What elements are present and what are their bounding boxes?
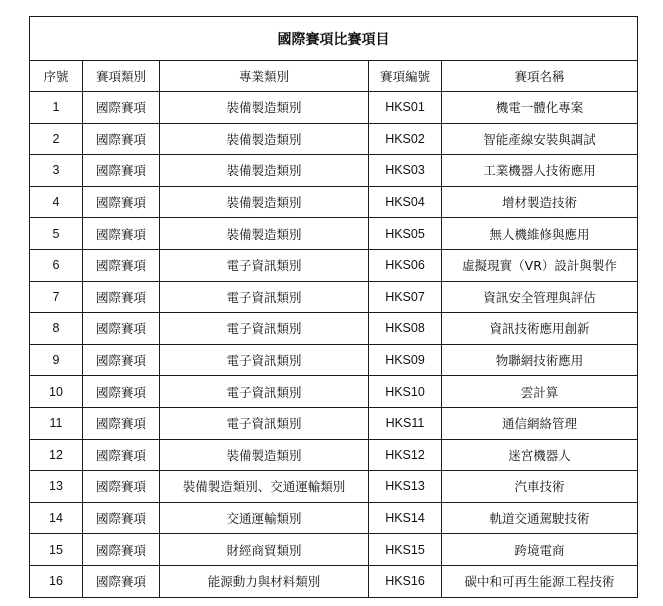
cell-category: 國際賽項: [83, 155, 160, 187]
cell-index: 6: [30, 249, 83, 281]
cell-index: 11: [30, 407, 83, 439]
header-code: 賽項編號: [369, 61, 442, 92]
cell-major: 裝備製造類別: [160, 92, 369, 124]
table-row: [30, 534, 638, 566]
cell-index: 13: [30, 471, 83, 503]
cell-major: 裝備製造類別: [160, 218, 369, 250]
table-row: [30, 502, 638, 534]
cell-name: 智能產線安裝與調試: [442, 123, 638, 155]
cell-name: 迷宮機器人: [442, 439, 638, 471]
cell-name: 物聯網技術應用: [442, 344, 638, 376]
cell-category: 國際賽項: [83, 407, 160, 439]
cell-major: 裝備製造類別、交通運輸類別: [160, 471, 369, 503]
cell-code: HKS15: [369, 534, 442, 566]
cell-category: 國際賽項: [83, 186, 160, 218]
cell-major: 電子資訊類別: [160, 313, 369, 345]
cell-index: 7: [30, 281, 83, 313]
cell-index: 15: [30, 534, 83, 566]
cell-major: 能源動力與材料類別: [160, 565, 369, 597]
table-title: 國際賽項比賽項目: [30, 17, 638, 61]
cell-category: 國際賽項: [83, 123, 160, 155]
cell-name: 資訊技術應用創新: [442, 313, 638, 345]
cell-major: 電子資訊類別: [160, 281, 369, 313]
cell-category: 國際賽項: [83, 376, 160, 408]
cell-code: HKS05: [369, 218, 442, 250]
table-body: [30, 17, 638, 598]
cell-index: 10: [30, 376, 83, 408]
cell-code: HKS08: [369, 313, 442, 345]
cell-index: 4: [30, 186, 83, 218]
table-row: [30, 471, 638, 503]
cell-code: HKS01: [369, 92, 442, 124]
title-row: [30, 17, 638, 61]
cell-index: 8: [30, 313, 83, 345]
cell-name: 機電一體化專案: [442, 92, 638, 124]
cell-code: HKS09: [369, 344, 442, 376]
cell-name: 汽車技術: [442, 471, 638, 503]
cell-index: 9: [30, 344, 83, 376]
cell-major: 交通運輸類別: [160, 502, 369, 534]
cell-code: HKS14: [369, 502, 442, 534]
cell-name: 無人機維修與應用: [442, 218, 638, 250]
table-row: [30, 565, 638, 597]
cell-major: 電子資訊類別: [160, 407, 369, 439]
cell-index: 1: [30, 92, 83, 124]
cell-name: 通信網絡管理: [442, 407, 638, 439]
table-row: [30, 407, 638, 439]
header-category: 賽項類別: [83, 61, 160, 92]
cell-major: 財經商貿類別: [160, 534, 369, 566]
table-row: [30, 281, 638, 313]
header-name: 賽項名稱: [442, 61, 638, 92]
cell-code: HKS12: [369, 439, 442, 471]
cell-category: 國際賽項: [83, 502, 160, 534]
cell-major: 裝備製造類別: [160, 123, 369, 155]
cell-major: 裝備製造類別: [160, 186, 369, 218]
cell-name: 工業機器人技術應用: [442, 155, 638, 187]
cell-code: HKS16: [369, 565, 442, 597]
cell-index: 16: [30, 565, 83, 597]
cell-index: 3: [30, 155, 83, 187]
cell-name: 增材製造技術: [442, 186, 638, 218]
cell-category: 國際賽項: [83, 313, 160, 345]
cell-code: HKS11: [369, 407, 442, 439]
cell-major: 裝備製造類別: [160, 155, 369, 187]
cell-category: 國際賽項: [83, 92, 160, 124]
cell-index: 5: [30, 218, 83, 250]
cell-code: HKS07: [369, 281, 442, 313]
cell-category: 國際賽項: [83, 534, 160, 566]
cell-name: 資訊安全管理與評估: [442, 281, 638, 313]
cell-code: HKS04: [369, 186, 442, 218]
table-row: [30, 155, 638, 187]
table-row: [30, 313, 638, 345]
table-row: [30, 249, 638, 281]
cell-index: 14: [30, 502, 83, 534]
cell-code: HKS03: [369, 155, 442, 187]
cell-code: HKS02: [369, 123, 442, 155]
cell-name: 軌道交通駕駛技術: [442, 502, 638, 534]
cell-major: 裝備製造類別: [160, 439, 369, 471]
cell-name: 虛擬現實（VR）設計與製作: [442, 249, 638, 281]
cell-category: 國際賽項: [83, 565, 160, 597]
table-row: [30, 344, 638, 376]
header-index: 序號: [30, 61, 83, 92]
table-row: [30, 123, 638, 155]
cell-code: HKS10: [369, 376, 442, 408]
cell-code: HKS06: [369, 249, 442, 281]
header-major: 專業類別: [160, 61, 369, 92]
cell-code: HKS13: [369, 471, 442, 503]
cell-major: 電子資訊類別: [160, 249, 369, 281]
cell-category: 國際賽項: [83, 439, 160, 471]
cell-major: 電子資訊類別: [160, 344, 369, 376]
table-row: [30, 376, 638, 408]
table-row: [30, 218, 638, 250]
table-row: [30, 92, 638, 124]
cell-name: 跨境電商: [442, 534, 638, 566]
cell-index: 12: [30, 439, 83, 471]
competition-table: [29, 16, 638, 598]
cell-category: 國際賽項: [83, 249, 160, 281]
table-row: [30, 439, 638, 471]
cell-category: 國際賽項: [83, 218, 160, 250]
cell-name: 碳中和可再生能源工程技術: [442, 565, 638, 597]
cell-major: 電子資訊類別: [160, 376, 369, 408]
cell-category: 國際賽項: [83, 344, 160, 376]
cell-name: 雲計算: [442, 376, 638, 408]
cell-category: 國際賽項: [83, 281, 160, 313]
header-row: [30, 61, 638, 92]
table-row: [30, 186, 638, 218]
cell-index: 2: [30, 123, 83, 155]
cell-category: 國際賽項: [83, 471, 160, 503]
